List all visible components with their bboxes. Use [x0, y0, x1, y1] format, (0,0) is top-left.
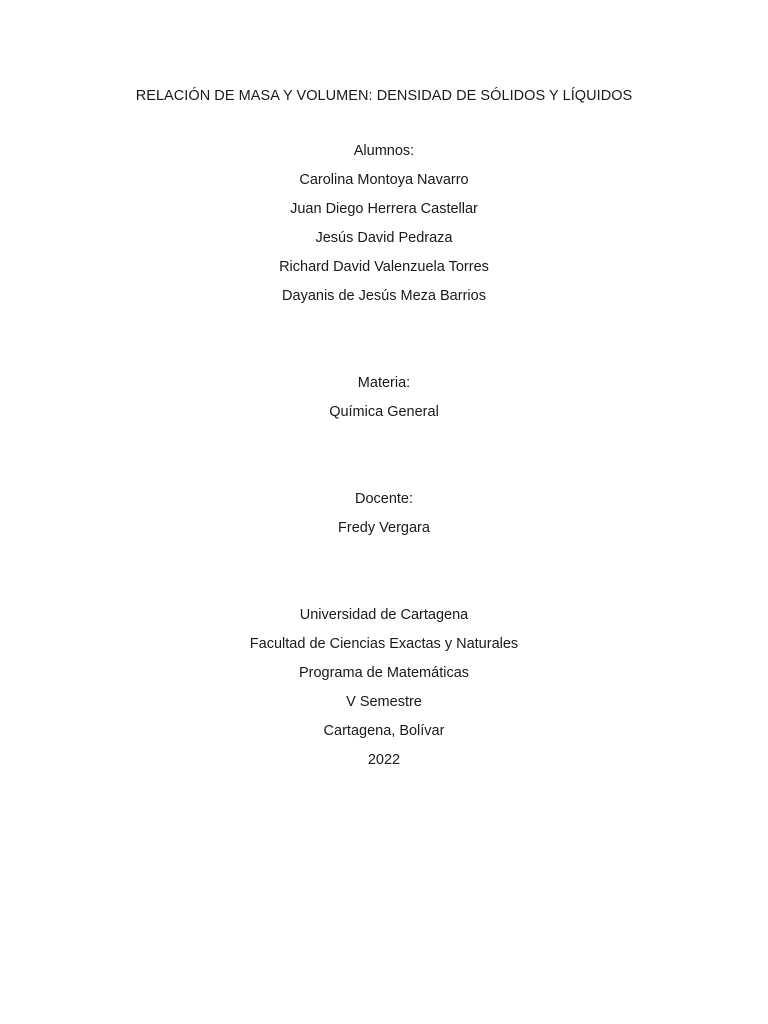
teacher-value: Fredy Vergara — [338, 520, 430, 536]
subject-label: Materia: — [357, 375, 411, 391]
subject-value: Química General — [329, 404, 439, 420]
document-title: RELACIÓN DE MASA Y VOLUMEN: DENSIDAD DE SÓLIDOS Y LÍQUIDOS — [135, 88, 633, 104]
location: Cartagena, Bolívar — [323, 723, 445, 739]
program-name: Programa de Matemáticas — [298, 665, 470, 681]
student-name: Jesús David Pedraza — [315, 230, 453, 246]
year: 2022 — [367, 752, 401, 768]
university-name: Universidad de Cartagena — [299, 607, 469, 623]
student-name: Richard David Valenzuela Torres — [279, 259, 489, 275]
semester: V Semestre — [346, 694, 422, 710]
teacher-label: Docente: — [354, 491, 414, 507]
students-label: Alumnos: — [353, 143, 415, 159]
student-name: Carolina Montoya Navarro — [299, 172, 469, 188]
student-name: Juan Diego Herrera Castellar — [290, 201, 478, 217]
faculty-name: Facultad de Ciencias Exactas y Naturales — [249, 636, 519, 652]
student-name: Dayanis de Jesús Meza Barrios — [282, 288, 486, 304]
